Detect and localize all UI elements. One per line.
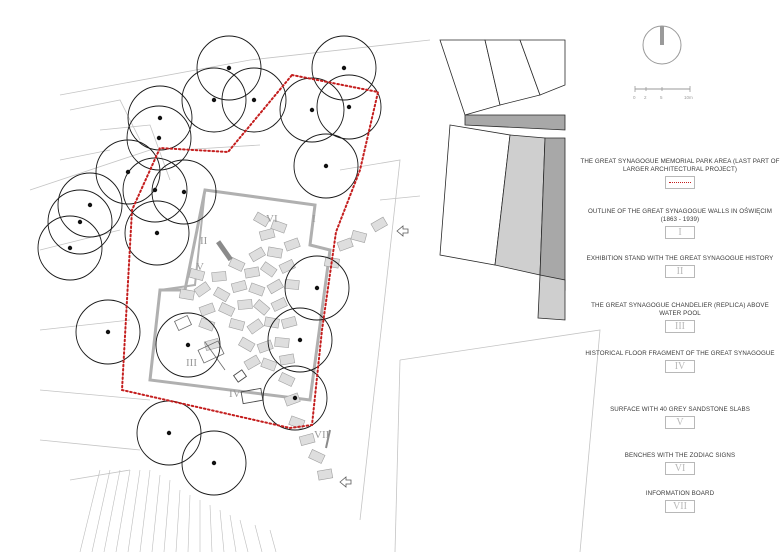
- scale-bar: [633, 86, 693, 100]
- map-label-VII: VII: [314, 429, 330, 441]
- map-label-IV: IV: [229, 388, 241, 400]
- legend-text: EXHIBITION STAND WITH THE GREAT SYNAGOGUE HISTORY: [586, 255, 774, 262]
- legend-item-benches: [580, 452, 780, 475]
- legend-text: HISTORICAL FLOOR FRAGMENT OF THE GREAT SYNAGOGUE: [585, 350, 775, 357]
- legend-item-info-board: [580, 490, 780, 513]
- lower-left-hatching: [80, 470, 276, 552]
- legend-numeral: II: [665, 265, 695, 278]
- legend-item-park-area: [580, 158, 780, 189]
- map-label-II: II: [200, 235, 208, 247]
- tree-trunks: [68, 66, 351, 465]
- path-slabs: [289, 217, 388, 480]
- map-label-V: V: [196, 261, 204, 273]
- legend-item-floor: [580, 350, 780, 373]
- scale-tick-0: 0: [633, 95, 636, 100]
- buildings: [440, 40, 565, 320]
- map-label-I: I: [312, 213, 316, 225]
- legend-item-walls: [580, 208, 780, 239]
- scale-tick-2: 2: [644, 95, 647, 100]
- north-arrow-icon: [643, 26, 681, 64]
- legend-text: BENCHES WITH THE ZODIAC SIGNS: [624, 452, 736, 459]
- legend-text: OUTLINE OF THE GREAT SYNAGOGUE WALLS IN OŚWIĘCIM (1863 - 1939): [587, 208, 773, 223]
- park-boundary: [122, 75, 378, 428]
- legend-numeral: I: [665, 226, 695, 239]
- legend-item-exhibition: [580, 255, 780, 278]
- scale-tick-10m: 10m: [684, 95, 693, 100]
- legend-numeral: VI: [665, 462, 695, 475]
- legend-text: SURFACE WITH 40 GREY SANDSTONE SLABS: [610, 406, 750, 413]
- synagogue-wall-outline: [150, 190, 330, 400]
- legend-numeral: VII: [665, 500, 695, 513]
- legend-item-slabs: [580, 406, 780, 429]
- legend-text: THE GREAT SYNAGOGUE CHANDELIER (REPLICA) ABOVE WATER POOL: [591, 302, 769, 317]
- legend-numeral: III: [665, 320, 695, 333]
- exhibition-stand: [216, 240, 233, 261]
- legend-item-chandelier: [580, 302, 780, 333]
- red-dotted-line-symbol: [665, 176, 695, 189]
- sandstone-slabs: [179, 212, 300, 406]
- legend-numeral: IV: [665, 360, 695, 373]
- scale-tick-5: 5: [660, 95, 663, 100]
- legend-text: INFORMATION BOARD: [645, 490, 715, 497]
- map-label-III: III: [186, 357, 197, 369]
- legend-text: THE GREAT SYNAGOGUE MEMORIAL PARK AREA (LAST PART OF LARGER ARCHITECTURAL PROJECT): [580, 158, 780, 173]
- map-label-VI: VI: [266, 213, 278, 225]
- legend-numeral: V: [665, 416, 695, 429]
